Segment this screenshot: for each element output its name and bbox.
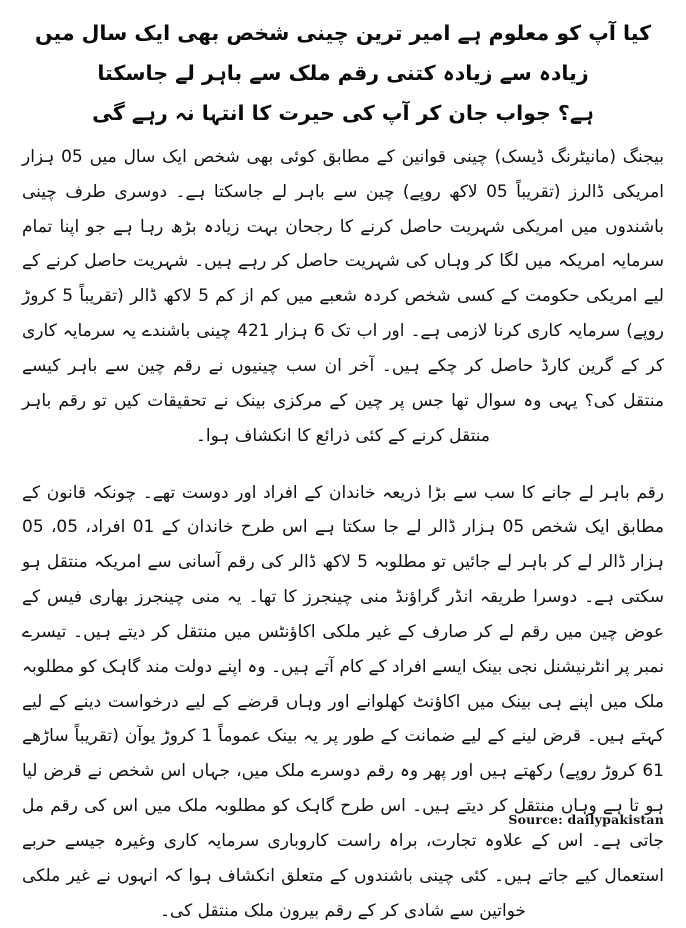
article-paragraph: رقم باہر لے جانے کا سب سے بڑا ذریعہ خاندان کے افراد اور دوست تھے۔ چونکہ قانون کے مطابق ایک شخص 50 ہزار ڈالر لے جا سکتا ہے اس طرح خاندان کے 10 افراد، 50، 50 ہزار ڈالر لے کر باہر لے جائیں تو مطلوبہ 5 لاکھ ڈالر کی رقم آسانی سے امریکہ منتقل ہو سکتی ہے۔ دوسرا طریقہ انڈر گراؤنڈ منی چینجرز کا تھا۔ یہ منی چینجرز بھاری فیس کے عوض چین میں رقم لے کر صارف کے غیر ملکی اکاؤنٹس میں منتقل کر دیتے ہیں۔ تیسرے نمبر پر انٹرنیشنل نجی بینک ایسے افراد کے کام آتے ہیں۔ وہ اپنے دولت مند گاہک کو مطلوبہ ملک میں اپنے ہی بینک میں اکاؤنٹ کھلوانے اور وہاں قرضے کے لیے درخواست دینے کے لیے کہتے ہیں۔ قرض لینے کے لیے ضمانت کے طور پر یہ بینک عموماً 1 کروڑ یوآن (تقریباً ساڑھے 16 کروڑ روپے) رکھتے ہیں اور پھر وہ رقم دوسرے ملک میں، جہاں اس شخص نے قرض لیا ہو تا ہے وہاں منتقل کر دیتے ہیں۔ اس طرح گاہک کو مطلوبہ ملک میں اس کی رقم مل جاتی ہے۔ اس کے علاوہ تجارت، براہ راست کاروباری سرمایہ کاری وغیرہ جیسے حربے استعمال کیے جاتے ہیں۔ کئی چینی باشندوں کے متعلق انکشاف ہوا کہ انہوں نے غیر ملکی خواتین سے شادی کر کے رقم بیرون ملک منتقل کی۔ (22, 476, 664, 928)
article-body (22, 140, 664, 928)
page-title (22, 14, 664, 134)
article-paragraph: بیجنگ (مانیٹرنگ ڈیسک) چینی قوانین کے مطابق کوئی بھی شخص ایک سال میں 50 ہزار امریکی ڈالرز (تقریباً 50 لاکھ روپے) چین سے باہر لے جاسکتا ہے۔ دوسری طرف چینی باشندوں میں امریکی شہریت حاصل کرنے کا رجحان بہت زیادہ بڑھ رہا ہے جو اپنا تمام سرمایہ امریکہ میں لگا کر وہاں کی شہریت حاصل کر رہے ہیں۔ شہریت حاصل کرنے کے لیے امریکی حکومت کے کسی شخص کردہ شعبے میں کم از کم 5 لاکھ ڈالر (تقریباً 5 کروڑ روپے) سرمایہ کاری کرنا لازمی ہے۔ اور اب تک 6 ہزار 124 چینی باشندے یہ سرمایہ کاری کر کے گرین کارڈ حاصل کر چکے ہیں۔ آخر ان سب چینیوں نے رقم چین سے باہر کیسے منتقل کی؟ یہی وہ سوال تھا جس پر چین کے مرکزی بینک نے تحقیقات کیں تو رقم باہر منتقل کرنے کے کئی ذرائع کا انکشاف ہوا۔ (22, 140, 664, 454)
source-attribution: Source: dailypakistan (508, 812, 664, 827)
headline-line-2: ہے؟ جواب جان کر آپ کی حیرت کا انتہا نہ رہے گی (22, 94, 664, 134)
headline-line-1: کیا آپ کو معلوم ہے امیر ترین چینی شخص بھی ایک سال میں زیادہ سے زیادہ کتنی رقم ملک سے باہر لے جاسکتا (35, 21, 651, 85)
